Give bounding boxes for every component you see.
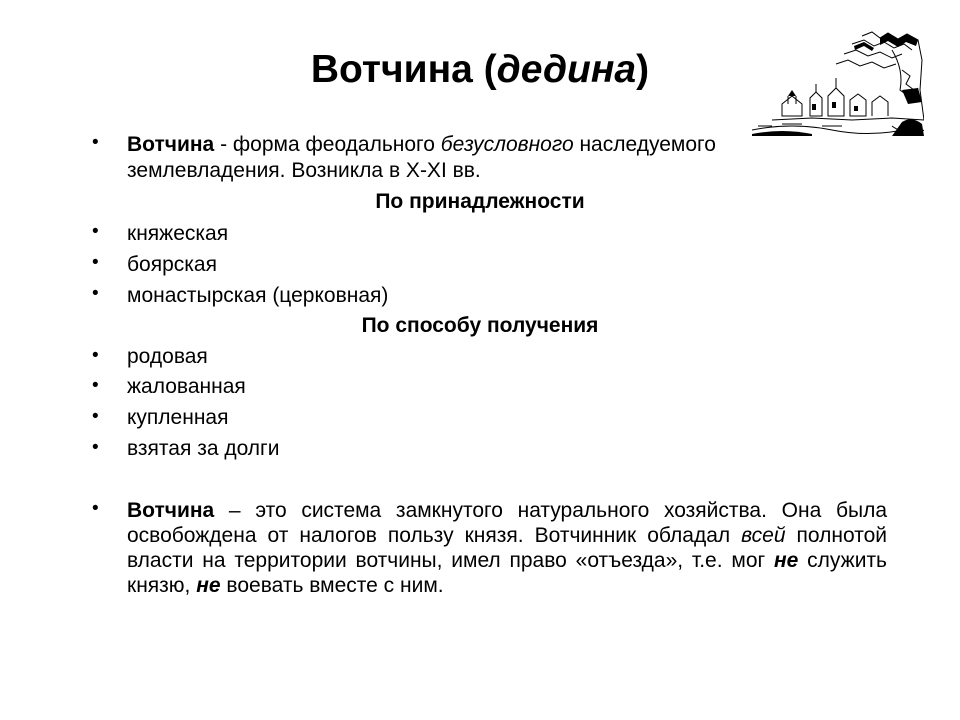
heading-by-ownership: По принадлежности (375, 190, 585, 213)
final-paragraph: Вотчина – это система замкнутого натурального хозяйства. Она была освобождена от налогов пользу князя. Вотчинник обладал всей полнотой власти на территории вотчины, имел право «отъезда», т.е. мог не служить князю, не воевать вместе с ним. (127, 499, 887, 597)
bullet-marker: • (92, 437, 99, 458)
bullet-marker: • (92, 375, 99, 396)
slide-title: Вотчина (дедина) (310, 48, 650, 91)
bullet-marker: • (92, 406, 99, 427)
bullet-marker: • (92, 283, 99, 304)
bullet-marker: • (92, 221, 99, 242)
list-item: боярская (127, 253, 217, 276)
bullet-marker: • (92, 345, 99, 366)
old-town-engraving-illustration (752, 30, 924, 136)
negation-2: не (196, 574, 221, 597)
list-item: монастырская (церковная) (127, 284, 389, 307)
list-item: взятая за долги (127, 437, 280, 460)
intro-italic: безусловного (440, 133, 574, 156)
list-item: жалованная (127, 375, 246, 398)
final-italic-word: всей (741, 524, 786, 547)
list-item: купленная (127, 406, 229, 429)
negation-1: не (773, 549, 799, 572)
final-term: Вотчина (127, 499, 215, 522)
list-item: княжеская (127, 222, 229, 245)
bullet-marker: • (92, 252, 99, 273)
intro-term: Вотчина (127, 133, 215, 156)
intro-line-2: землевладения. Возникла в X-XI вв. (127, 159, 481, 182)
bullet-marker: • (92, 498, 99, 519)
heading-by-acquisition: По способу получения (361, 314, 599, 337)
intro-line-1: Вотчина - форма феодального безусловного наследуемого (127, 133, 716, 156)
list-item: родовая (127, 345, 208, 368)
bullet-marker: • (92, 132, 99, 153)
title-italic: дедина (496, 48, 637, 91)
